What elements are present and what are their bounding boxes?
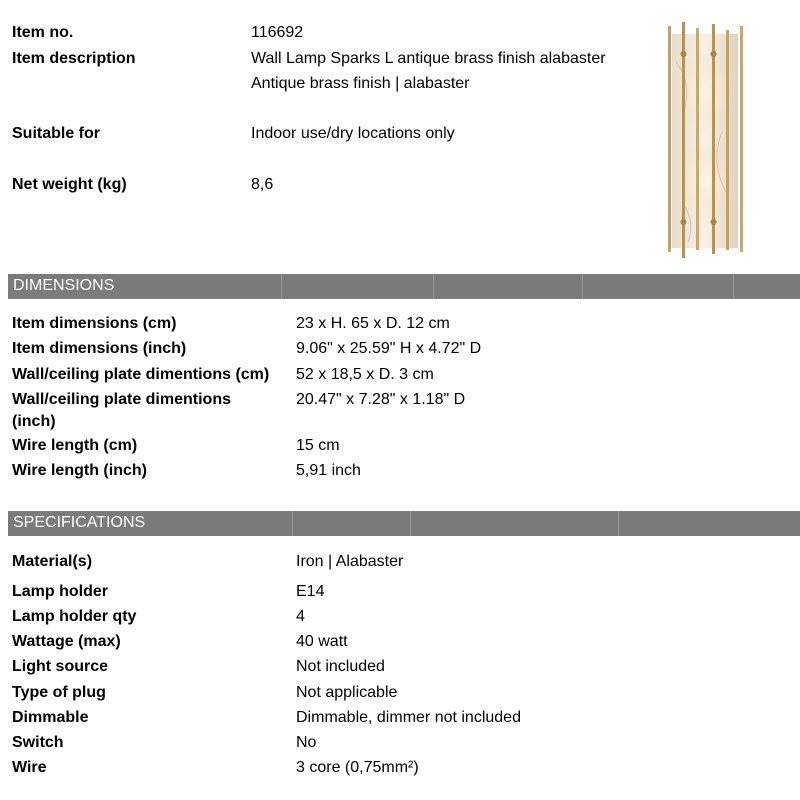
item-description-label: Item description	[12, 50, 136, 67]
spec-row-value: Iron | Alabaster	[296, 553, 404, 570]
suitable-for-value: Indoor use/dry locations only	[251, 125, 455, 142]
wall-lamp-product-image	[662, 22, 748, 258]
specifications-title: SPECIFICATIONS	[13, 514, 146, 531]
spec-row-label: Switch	[12, 734, 64, 751]
spec-row-value: E14	[296, 583, 325, 600]
net-weight-value: 8,6	[251, 176, 274, 193]
suitable-for-label: Suitable for	[12, 125, 101, 142]
dim-row-label: Item dimensions (cm)	[12, 315, 177, 332]
dim-row-label: Wall/ceiling plate dimentions (cm)	[12, 366, 270, 383]
dim-row-label: Item dimensions (inch)	[12, 340, 187, 357]
spec-row-label: Dimmable	[12, 709, 89, 726]
dim-row-value: 15 cm	[296, 437, 340, 454]
spec-row-label: Light source	[12, 658, 109, 675]
item-no-label: Item no.	[12, 24, 74, 41]
dim-row-value: 23 x H. 65 x D. 12 cm	[296, 315, 450, 332]
spec-row-value: 3 core (0,75mm²)	[296, 759, 419, 776]
spec-row-label: Wattage (max)	[12, 633, 121, 650]
spec-row-value: 40 watt	[296, 633, 348, 650]
net-weight-label: Net weight (kg)	[12, 176, 127, 193]
dim-row-value: 9.06" x 25.59" H x 4.72" D	[296, 340, 482, 357]
dim-row-label-continued: (inch)	[12, 413, 56, 430]
dim-row-value: 52 x 18,5 x D. 3 cm	[296, 366, 434, 383]
spec-row-label: Lamp holder qty	[12, 608, 137, 625]
dim-row-label: Wire length (cm)	[12, 437, 138, 454]
spec-row-value: Dimmable, dimmer not included	[296, 709, 521, 726]
dim-row-label: Wall/ceiling plate dimentions	[12, 391, 231, 408]
item-description-line2: Antique brass finish | alabaster	[251, 75, 470, 92]
dim-row-value: 5,91 inch	[296, 462, 361, 479]
spec-row-label: Lamp holder	[12, 583, 109, 600]
spec-row-label: Wire	[12, 759, 47, 776]
spec-row-label: Type of plug	[12, 684, 106, 701]
item-no-value: 116692	[251, 24, 304, 41]
spec-row-value: Not included	[296, 658, 385, 675]
item-description-line1: Wall Lamp Sparks L antique brass finish alabaster	[251, 50, 606, 67]
spec-row-value: Not applicable	[296, 684, 398, 701]
spec-row-value: 4	[296, 608, 305, 625]
dim-row-value: 20.47" x 7.28" x 1.18" D	[296, 391, 466, 408]
spec-row-label: Material(s)	[12, 553, 93, 570]
dim-row-label: Wire length (inch)	[12, 462, 147, 479]
dimensions-section-header	[8, 274, 800, 299]
spec-row-value: No	[296, 734, 317, 751]
dimensions-title: DIMENSIONS	[13, 277, 115, 294]
specifications-section-header	[8, 511, 800, 536]
